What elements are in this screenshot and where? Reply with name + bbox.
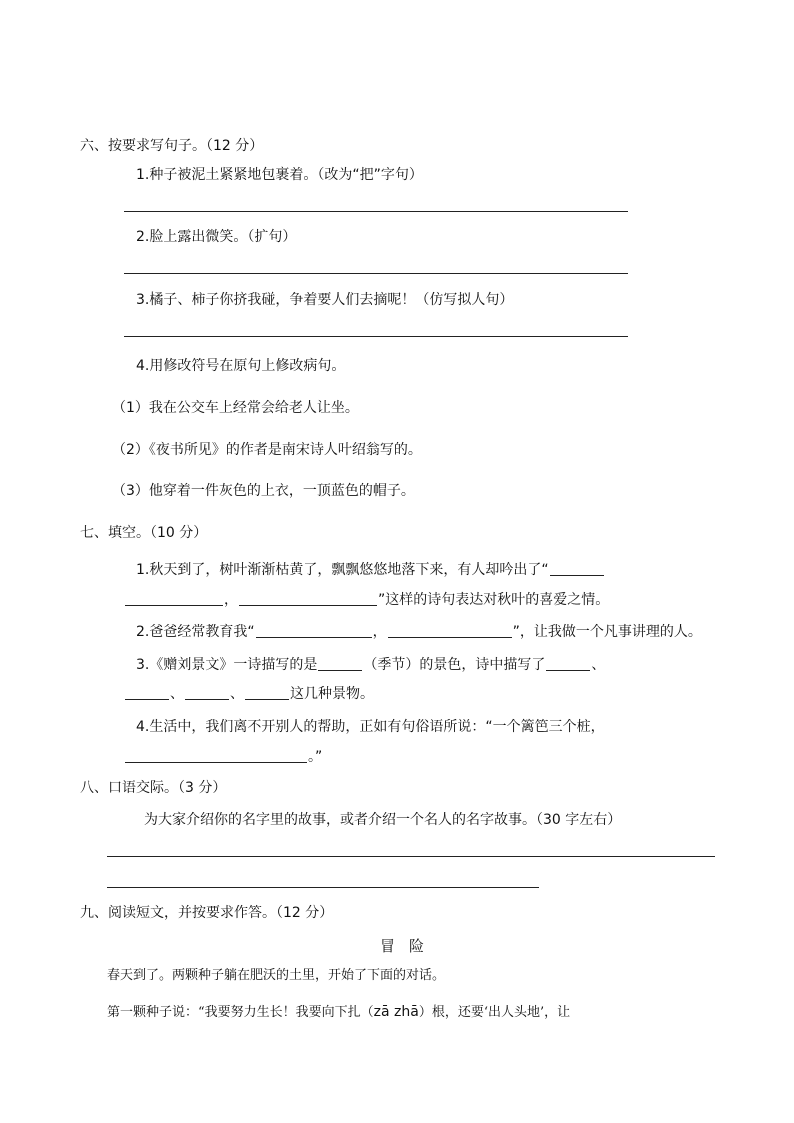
- question-7-1: [136, 560, 605, 580]
- question-7-4-text-end: 。”: [308, 749, 323, 765]
- answer-blank[interactable]: [185, 685, 229, 700]
- answer-blank[interactable]: [125, 591, 223, 606]
- question-6-4: 4.用修改符号在原句上修改病句。: [136, 358, 346, 374]
- section-6-heading: 六、按要求写句子。（12 分）: [80, 138, 264, 154]
- answer-blank[interactable]: [550, 561, 604, 576]
- punctuation: 、: [230, 686, 244, 702]
- answer-blank[interactable]: [245, 685, 289, 700]
- question-7-3: [136, 655, 605, 675]
- answer-blank[interactable]: [546, 656, 590, 671]
- question-7-2: [136, 622, 702, 642]
- question-7-3-text: 3.《赠刘景文》一诗描写的是: [136, 657, 318, 673]
- question-7-4: 4.生活中，我们离不开别人的帮助，正如有句俗语所说：“一个篱笆三个桩，: [136, 719, 605, 735]
- answer-blank[interactable]: [318, 656, 362, 671]
- sentence-6-4-1: （1）我在公交车上经常会给老人让坐。: [112, 400, 359, 416]
- answer-blank[interactable]: [388, 623, 512, 638]
- pinyin-annotation: zā zhā: [373, 1004, 419, 1020]
- question-6-2: 2.脸上露出微笑。（扩句）: [136, 229, 297, 245]
- answer-line[interactable]: [124, 211, 628, 212]
- answer-line[interactable]: [107, 856, 715, 857]
- question-6-3: 3.橘子、柿子你挤我碰，争着要人们去摘呢！（仿写拟人句）: [136, 292, 514, 308]
- answer-blank[interactable]: [256, 623, 372, 638]
- punctuation: 、: [170, 686, 184, 702]
- passage-title: 冒险: [380, 937, 439, 955]
- passage-text: 第一颗种子说：“我要努力生长！我要向下扎（: [107, 1005, 374, 1020]
- punctuation: 、: [591, 657, 606, 673]
- passage-paragraph-2: [107, 1002, 570, 1023]
- answer-line[interactable]: [107, 887, 539, 888]
- section-9-heading: 九、阅读短文，并按要求作答。（12 分）: [80, 905, 334, 921]
- question-6-1: 1.种子被泥土紧紧地包裹着。（改为“把”字句）: [136, 167, 423, 183]
- speaking-prompt: 为大家介绍你的名字里的故事，或者介绍一个名人的名字故事。（30 字左右）: [144, 812, 622, 828]
- answer-blank[interactable]: [125, 748, 307, 763]
- section-7-heading: 七、填空。（10 分）: [80, 525, 208, 541]
- sentence-6-4-2: （2）《夜书所见》的作者是南宋诗人叶绍翁写的。: [112, 442, 422, 458]
- answer-blank[interactable]: [239, 591, 377, 606]
- question-7-2-text: 2.爸爸经常教育我“: [136, 624, 255, 640]
- passage-text-end: ）根，还要‘出人头地’，让: [418, 1005, 571, 1020]
- section-8-heading: 八、口语交际。（3 分）: [80, 780, 227, 796]
- question-7-3-text-end: 这几种景物。: [290, 686, 374, 702]
- question-7-3-text-mid: （季节）的景色，诗中描写了: [363, 657, 546, 673]
- question-7-4-cont: [124, 747, 322, 767]
- question-7-2-text-end: ”，让我做一个凡事讲理的人。: [512, 624, 702, 640]
- punctuation: ，: [372, 624, 387, 640]
- answer-line[interactable]: [124, 273, 628, 274]
- sentence-6-4-3: （3）他穿着一件灰色的上衣，一顶蓝色的帽子。: [112, 483, 415, 499]
- punctuation: ，: [224, 592, 238, 608]
- answer-line[interactable]: [124, 336, 628, 337]
- question-7-1-cont: [124, 590, 609, 610]
- question-7-1-text-end: ”这样的诗句表达对秋叶的喜爱之情。: [378, 592, 610, 608]
- question-7-1-text: 1.秋天到了，树叶渐渐枯黄了，飘飘悠悠地落下来，有人却吟出了“: [136, 562, 549, 578]
- passage-paragraph-1: 春天到了。两颗种子躺在肥沃的土里，开始了下面的对话。: [107, 968, 446, 983]
- question-7-3-cont: [124, 684, 374, 704]
- answer-blank[interactable]: [125, 685, 169, 700]
